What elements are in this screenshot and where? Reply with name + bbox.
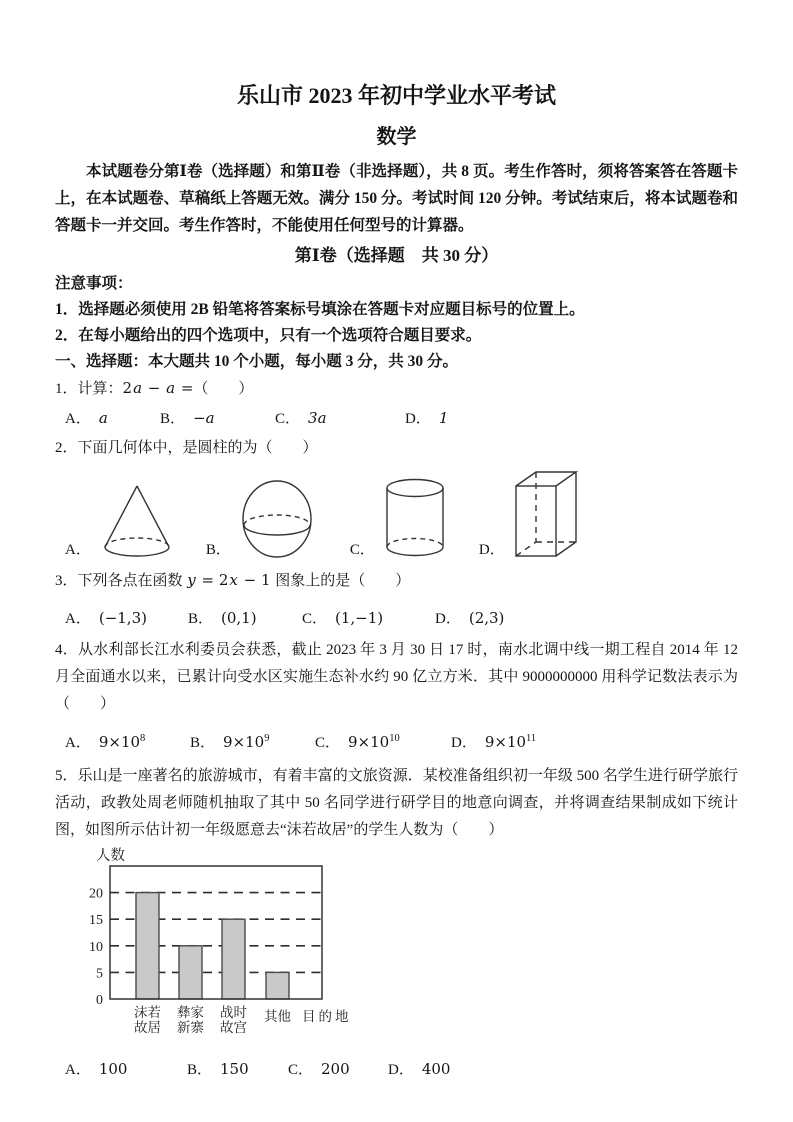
note-item-2: 2．在每小题给出的四个选项中，只有一个选项符合题目要求。 [55, 327, 482, 344]
option-letter: D． [388, 1062, 414, 1078]
option-value: −a [193, 409, 215, 427]
x-category-label: 故居 [134, 1020, 161, 1035]
q3-option-b [188, 606, 302, 631]
question-1-stem [55, 375, 738, 402]
option-value: (−1,3) [98, 609, 147, 627]
question-5-stem: 5．乐山是一座著名的旅游城市，有着丰富的文旅资源．某校准备组织初一年级 500 名学生进行研学旅行活动，政教处周老师随机抽取了其中 50 名同学进行研学目的地意向调查，并将调查结果制成如下统计图，如图所示估计初一年级愿意去“沫若故居”的学生人数为（ ） [55, 768, 738, 838]
option-exponent: 10 [389, 733, 400, 744]
page-title: 乐山市 2023 年初中学业水平考试 [236, 83, 556, 108]
q3-stem-post: 图象上的是（ ） [275, 573, 411, 589]
y-tick-label: 5 [96, 966, 103, 982]
x-category-label: 沫若 [134, 1005, 161, 1020]
question-2-stem: 2．下面几何体中，是圆柱的为（ ） [55, 440, 318, 456]
q2-figure-d [479, 469, 580, 559]
q2-figure-b [206, 479, 314, 559]
cone-figure [100, 483, 174, 559]
option-letter: C． [302, 611, 328, 627]
figure-letter: D． [478, 542, 505, 558]
q5-option-d [388, 1057, 450, 1082]
chart-area [55, 846, 738, 1051]
option-letter: B． [188, 611, 214, 627]
q4-option-d [451, 730, 536, 757]
option-letter: D． [435, 611, 461, 627]
figure-letter: B． [205, 542, 231, 558]
figure-letter: C． [349, 542, 375, 558]
option-value: 200 [321, 1060, 350, 1078]
y-tick-label: 0 [96, 993, 103, 1008]
option-value: a [98, 409, 108, 427]
option-letter: A． [65, 1062, 91, 1078]
sphere-figure [240, 479, 314, 559]
option-exponent: 11 [526, 733, 537, 744]
option-value: (0,1) [221, 609, 257, 627]
bar-3 [222, 919, 245, 999]
section1-heading: 第Ⅰ卷（选择题 共 30 分） [294, 246, 499, 265]
figure-letter: A． [65, 542, 91, 558]
q3-stem-math: y = 2x − 1 [187, 571, 276, 589]
y-tick-label: 15 [89, 913, 103, 929]
option-value: (2,3) [468, 609, 505, 627]
option-letter: A． [65, 735, 91, 751]
exam-instructions: 本试题卷分第Ⅰ卷（选择题）和第Ⅱ卷（非选择题），共 8 页。考生作答时，须将答案答在答题卡上，在本试题卷、草稿纸上答题无效。满分 150 分。考试时间 120 分钟。考试结束后，将本试题卷和答题卡一并交回。考生作答时，不能使用任何型号的计算器。 [55, 163, 738, 234]
q1-stem-math: 2a − a = [122, 379, 194, 397]
q5-option-a [65, 1057, 187, 1082]
option-exponent: 9 [264, 733, 270, 744]
y-tick-label: 10 [89, 939, 103, 955]
question-4-options [55, 730, 738, 757]
q4-option-a [65, 730, 190, 757]
y-axis-title: 人数 [96, 848, 125, 864]
q2-figure-a [65, 483, 174, 559]
option-letter: B． [187, 1062, 213, 1078]
option-value: 9×10 [484, 733, 527, 751]
question-3-options [55, 606, 738, 631]
option-letter: A． [65, 411, 91, 427]
q5-option-b [187, 1057, 288, 1082]
x-category-label: 彝家 [177, 1005, 204, 1020]
option-value: 9×10 [223, 733, 265, 751]
option-value: (1,−1) [335, 609, 384, 627]
option-letter: B． [190, 735, 216, 751]
option-value: 100 [98, 1060, 128, 1078]
q1-option-c [275, 406, 405, 431]
option-letter: A． [65, 611, 91, 627]
q3-option-a [65, 606, 188, 631]
question-4-stem: 4．从水利部长江水利委员会获悉，截止 2023 年 3 月 30 日 17 时，南水北调中线一期工程自 2014 年 12 月全面通水以来，已累计向受水区实施生态补水约 90 亿立方米．其中 9000000000 用科学记数法表示为（ ） [55, 642, 738, 712]
option-value: 3a [308, 409, 327, 427]
option-letter: B． [160, 411, 186, 427]
question-2-figures [55, 467, 738, 559]
bar-4 [266, 972, 289, 999]
y-tick-label: 20 [89, 886, 103, 902]
option-value: 400 [421, 1060, 451, 1078]
q1-option-b [160, 406, 275, 431]
option-value: 9×10 [98, 733, 141, 751]
option-letter: D． [451, 735, 477, 751]
cylinder-figure [384, 477, 446, 559]
option-value: 150 [220, 1060, 249, 1078]
option-letter: D． [405, 411, 431, 427]
question-1-options [55, 406, 738, 431]
q3-option-d [435, 606, 504, 631]
destination-bar-chart [55, 846, 395, 1046]
q3-option-c [302, 606, 435, 631]
q1-option-d [405, 406, 448, 431]
q4-option-b [190, 730, 315, 757]
x-category-label: 其他 [264, 1009, 291, 1024]
option-letter: C． [275, 411, 301, 427]
bar-1 [136, 893, 159, 999]
question-3-stem [55, 567, 738, 594]
option-value: 9×10 [348, 733, 390, 751]
part1-heading: 一、选择题：本大题共 10 个小题，每小题 3 分，共 30 分。 [55, 353, 459, 370]
notes-title: 注意事项： [55, 275, 133, 292]
q5-option-c [288, 1057, 388, 1082]
q1-stem-pre: 1．计算： [55, 381, 123, 397]
option-letter: C． [315, 735, 341, 751]
x-category-label: 故宫 [220, 1020, 247, 1035]
bar-2 [179, 946, 202, 999]
option-value: 1 [438, 409, 449, 427]
x-category-label: 战时 [220, 1005, 247, 1020]
note-item-1: 1．选择题必须使用 2B 铅笔将答案标号填涂在答题卡对应题目标号的位置上。 [55, 301, 585, 318]
option-exponent: 8 [140, 733, 146, 744]
q1-option-a [65, 406, 160, 431]
q2-figure-c [350, 477, 446, 559]
x-axis-title: 目的地 [302, 1009, 352, 1024]
q4-option-c [315, 730, 451, 757]
cuboid-figure [514, 469, 580, 559]
x-category-label: 新寨 [177, 1020, 204, 1035]
q3-stem-pre: 3．下列各点在函数 [55, 573, 187, 589]
question-5-options [55, 1057, 738, 1082]
subject-title: 数学 [376, 126, 417, 148]
option-letter: C． [288, 1062, 314, 1078]
q1-stem-post: （ ） [193, 381, 254, 397]
